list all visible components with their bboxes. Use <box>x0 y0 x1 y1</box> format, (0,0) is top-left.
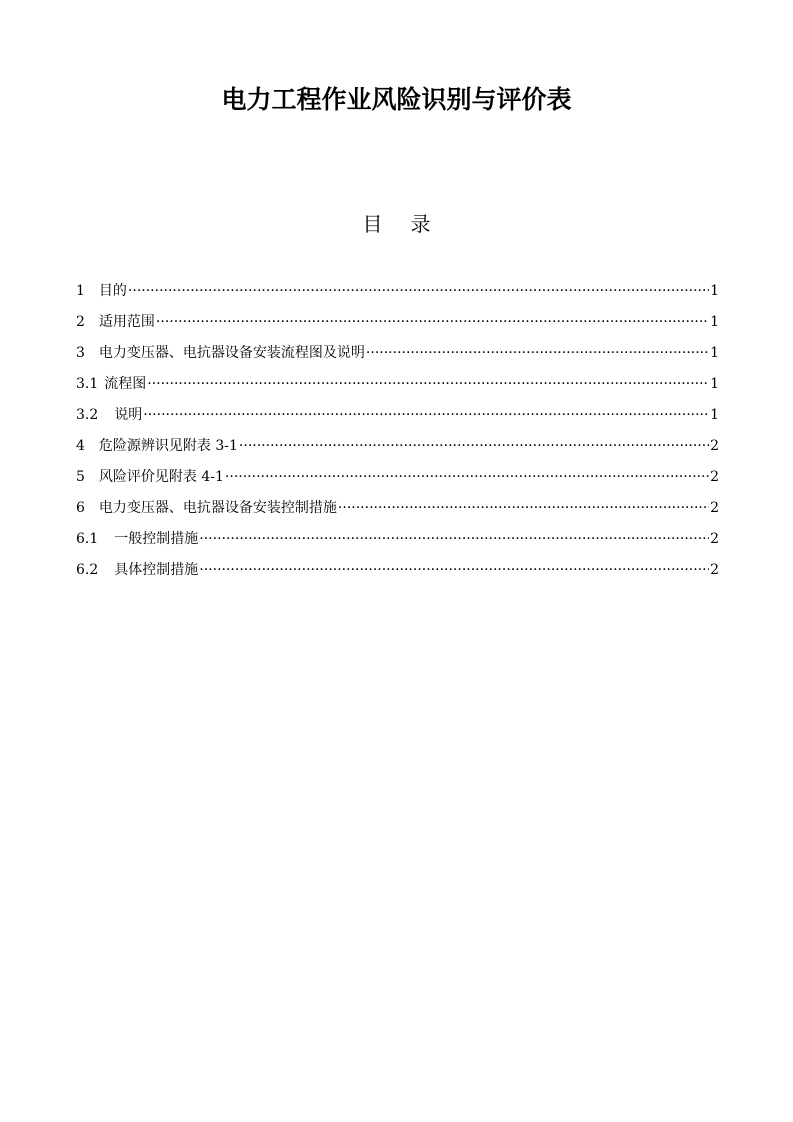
toc-page: 2 <box>710 438 719 454</box>
toc-leader <box>225 469 709 485</box>
toc-leader <box>147 376 709 392</box>
toc-label: 说明 <box>114 407 143 423</box>
toc-entry[interactable] <box>76 466 719 497</box>
toc-entry[interactable] <box>76 311 719 342</box>
toc-entry[interactable] <box>76 280 719 311</box>
toc-number: 4 <box>76 438 85 454</box>
toc-number: 3.1 <box>76 376 99 392</box>
toc-leader <box>366 345 709 361</box>
toc-label: 风险评价见附表 4-1 <box>98 469 224 485</box>
toc-leader <box>199 531 709 547</box>
toc-number: 3.2 <box>76 407 99 423</box>
toc-number: 3 <box>76 345 85 361</box>
toc-heading: 目录 <box>362 212 459 236</box>
toc-page: 2 <box>710 562 719 578</box>
toc-page: 1 <box>710 376 719 392</box>
toc-number: 5 <box>76 469 85 485</box>
toc-leader <box>338 500 709 516</box>
toc-label: 目的 <box>98 283 127 299</box>
toc-label: 电力变压器、电抗器设备安装控制措施 <box>98 500 337 516</box>
toc-label: 电力变压器、电抗器设备安装流程图及说明 <box>98 345 365 361</box>
document-title: 电力工程作业风险识别与评价表 <box>221 85 572 114</box>
toc-page: 2 <box>710 500 719 516</box>
toc-label: 适用范围 <box>98 314 155 330</box>
toc-entry[interactable] <box>76 559 719 590</box>
table-of-contents <box>76 280 719 590</box>
toc-page: 1 <box>710 407 719 423</box>
toc-page: 1 <box>710 345 719 361</box>
toc-number: 6.2 <box>76 562 99 578</box>
toc-page: 1 <box>710 314 719 330</box>
toc-label: 危险源辨识见附表 3-1 <box>98 438 238 454</box>
toc-page: 1 <box>710 283 719 299</box>
toc-number: 6 <box>76 500 85 516</box>
toc-leader <box>128 283 709 299</box>
toc-page: 2 <box>710 469 719 485</box>
toc-entry[interactable] <box>76 373 719 404</box>
toc-label: 流程图 <box>104 376 147 392</box>
toc-entry[interactable] <box>76 435 719 466</box>
toc-entry[interactable] <box>76 404 719 435</box>
toc-number: 2 <box>76 314 85 330</box>
toc-entry[interactable] <box>76 342 719 373</box>
toc-number: 1 <box>76 283 85 299</box>
toc-entry[interactable] <box>76 528 719 559</box>
toc-leader <box>143 407 709 423</box>
toc-leader <box>199 562 709 578</box>
toc-leader <box>156 314 709 330</box>
toc-label: 一般控制措施 <box>114 531 199 547</box>
toc-leader <box>239 438 709 454</box>
toc-number: 6.1 <box>76 531 99 547</box>
toc-label: 具体控制措施 <box>114 562 199 578</box>
toc-page: 2 <box>710 531 719 547</box>
toc-entry[interactable] <box>76 497 719 528</box>
